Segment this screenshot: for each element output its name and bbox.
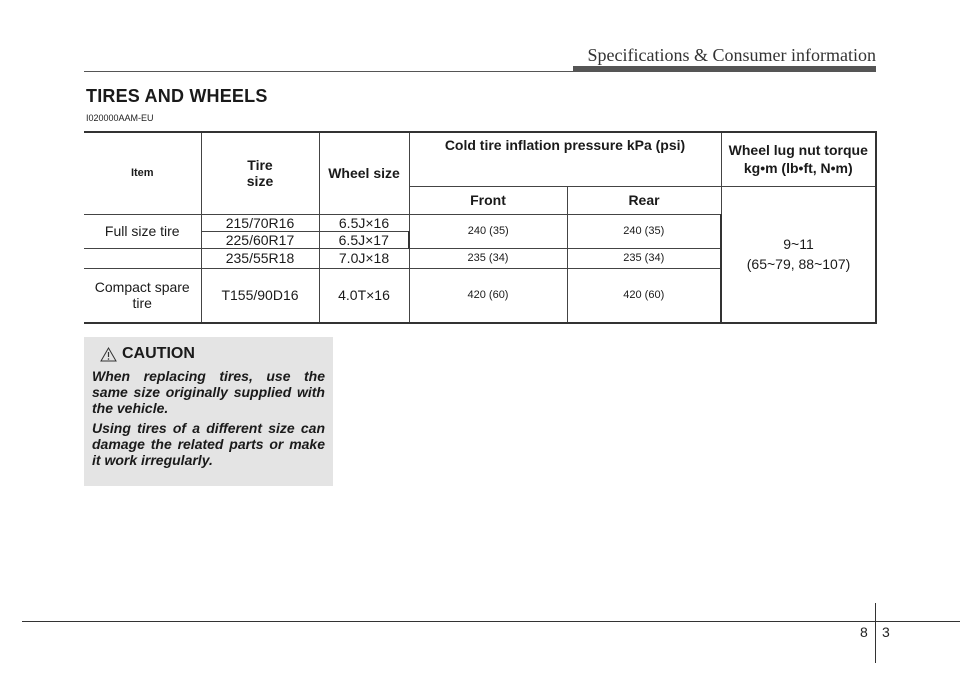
section-title: TIRES AND WHEELS	[86, 86, 268, 106]
caution-title: CAUTION	[122, 345, 195, 362]
header-torque-line2: kg•m (lb•ft, N•m)	[743, 160, 853, 177]
torque-value-line2: (65~79, 88~107)	[746, 256, 851, 273]
caution-paragraph: Using tires of a different size can damage the related parts or make it work irregularly.	[92, 420, 325, 468]
compact-spare-label-line2: tire	[132, 295, 152, 312]
chapter-header-title: Specifications & Consumer information	[587, 45, 876, 65]
tire-size-cell: 235/55R18	[201, 248, 319, 268]
header-torque-line1: Wheel lug nut torque	[728, 142, 868, 159]
chapter-number: 8	[860, 624, 868, 640]
full-size-tire-label-cont	[84, 248, 201, 268]
header-rule	[84, 71, 876, 72]
header-rear: Rear	[567, 186, 721, 214]
caution-box	[84, 337, 333, 486]
torque-value-cell	[721, 186, 876, 323]
tires-wheels-table	[84, 131, 877, 324]
caution-body	[92, 368, 325, 472]
header-tire-size	[201, 132, 319, 214]
front-pressure-cell: 240 (35)	[409, 214, 567, 248]
header-wheel-size: Wheel size	[319, 132, 409, 214]
front-pressure-cell: 420 (60)	[409, 268, 567, 323]
full-size-tire-label: Full size tire	[84, 214, 201, 248]
header-pressure: Cold tire inflation pressure kPa (psi)	[409, 132, 721, 186]
wheel-size-cell: 6.5J×16	[319, 214, 409, 231]
header-tire-size-line2: size	[246, 173, 274, 190]
torque-value-line1: 9~11	[783, 236, 814, 253]
page-number: 3	[882, 624, 890, 640]
rear-pressure-cell: 235 (34)	[567, 248, 721, 268]
header-front: Front	[409, 186, 567, 214]
tire-size-cell: T155/90D16	[201, 268, 319, 323]
footer-rule	[22, 621, 960, 622]
front-pressure-cell: 235 (34)	[409, 248, 567, 268]
tire-size-cell: 215/70R16	[201, 214, 319, 231]
rear-pressure-cell: 240 (35)	[567, 214, 721, 248]
wheel-size-cell: 6.5J×17	[319, 231, 409, 248]
page-number-separator	[875, 603, 876, 663]
wheel-size-cell: 4.0T×16	[319, 268, 409, 323]
compact-spare-label	[84, 268, 201, 323]
warning-triangle-icon	[100, 347, 117, 362]
wheel-size-cell: 7.0J×18	[319, 248, 409, 268]
caution-heading	[100, 345, 195, 363]
header-item: Item	[84, 132, 201, 214]
compact-spare-label-line1: Compact spare	[94, 279, 190, 296]
header-torque	[721, 132, 876, 186]
rear-pressure-cell: 420 (60)	[567, 268, 721, 323]
tire-size-cell: 225/60R17	[201, 231, 319, 248]
caution-paragraph: When replacing tires, use the same size originally supplied with the vehicle.	[92, 368, 325, 416]
header-tire-size-line1: Tire	[247, 157, 273, 174]
section-code: I020000AAM-EU	[86, 113, 154, 123]
